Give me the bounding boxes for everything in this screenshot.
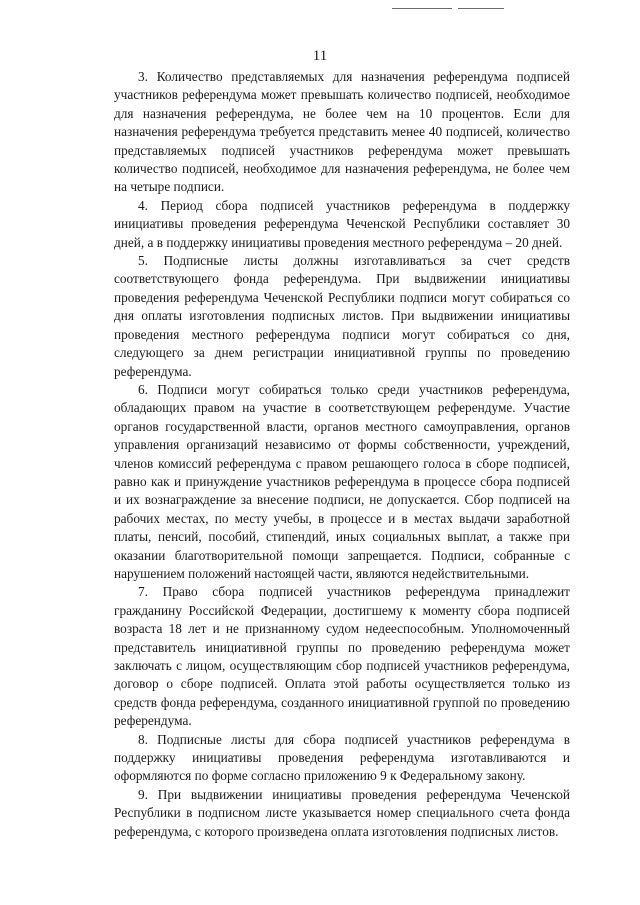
scan-edge-mark — [458, 8, 504, 9]
document-body — [114, 68, 570, 841]
paragraph-3: 3. Количество представляемых для назначения референдума подписей участников референдума может превышать количество подписей, необходимое для назначения референдума, не более чем на 10 процентов. Если для назначения референдума требуется представить менее 40 подписей, количество представляемых подписей участников референдума может превышать количество подписей, необходимое для назначения референдума, не более чем на четыре подписи. — [114, 69, 570, 195]
paragraph-7: 7. Право сбора подписей участников референдума принадлежит гражданину Российской Федерации, достигшему к моменту сбора подписей возраста 18 лет и не признанному судом недееспособным. Уполномоченный представитель инициативной группы по проведению референдума может заключать с лицом, осуществляющим сбор подписей участников референдума, договор о сборе подписей. Оплата этой работы осуществляется только из средств фонда референдума, созданного инициативной группой по проведению референдума. — [114, 584, 570, 729]
scan-edge-mark — [392, 8, 452, 9]
paragraph-8: 8. Подписные листы для сбора подписей участников референдума в поддержку инициативы проведения референдума изготавливаются и оформляются по форме согласно приложению 9 к Федеральному закону. — [114, 731, 570, 784]
paragraph-5: 5. Подписные листы должны изготавливаться за счет средств соответствующего фонда референдума. При выдвижении инициативы проведения референдума Чеченской Республики подписи могут собираться со дня оплаты изготовления подписных листов. При выдвижении инициативы проведения местного референдума подписи могут собираться со дня, следующего за днем регистрации инициативной группы по проведению референдума. — [114, 253, 570, 379]
page-number: 11 — [312, 48, 328, 64]
paragraph-6: 6. Подписи могут собираться только среди участников референдума, обладающих правом на участие в соответствующем референдуме. Участие органов государственной власти, органов местного самоуправления, органов управления организаций независимо от формы собственности, учреждений, членов комиссий референдума с правом решающего голоса в сборе подписей, равно как и принуждение участников референдума в процессе сбора подписей и их вознаграждение за внесение подписи, не допускается. Сбор подписей на рабочих местах, по месту учебы, в процессе и в местах выдачи заработной платы, пенсий, пособий, стипендий, иных социальных выплат, а также при оказании благотворительной помощи запрещается. Подписи, собранные с нарушением положений настоящей части, являются недействительными. — [114, 381, 570, 581]
paragraph-4: 4. Период сбора подписей участников референдума в поддержку инициативы проведения референдума Чеченской Республики составляет 30 дней, а в поддержку инициативы проведения местного референдума – 20 дней. — [114, 197, 570, 250]
paragraph-9: 9. При выдвижении инициативы проведения референдума Чеченской Республики в подписном листе указывается номер специального счета фонда референдума, с которого произведена оплата изготовления подписных листов. — [114, 786, 570, 839]
